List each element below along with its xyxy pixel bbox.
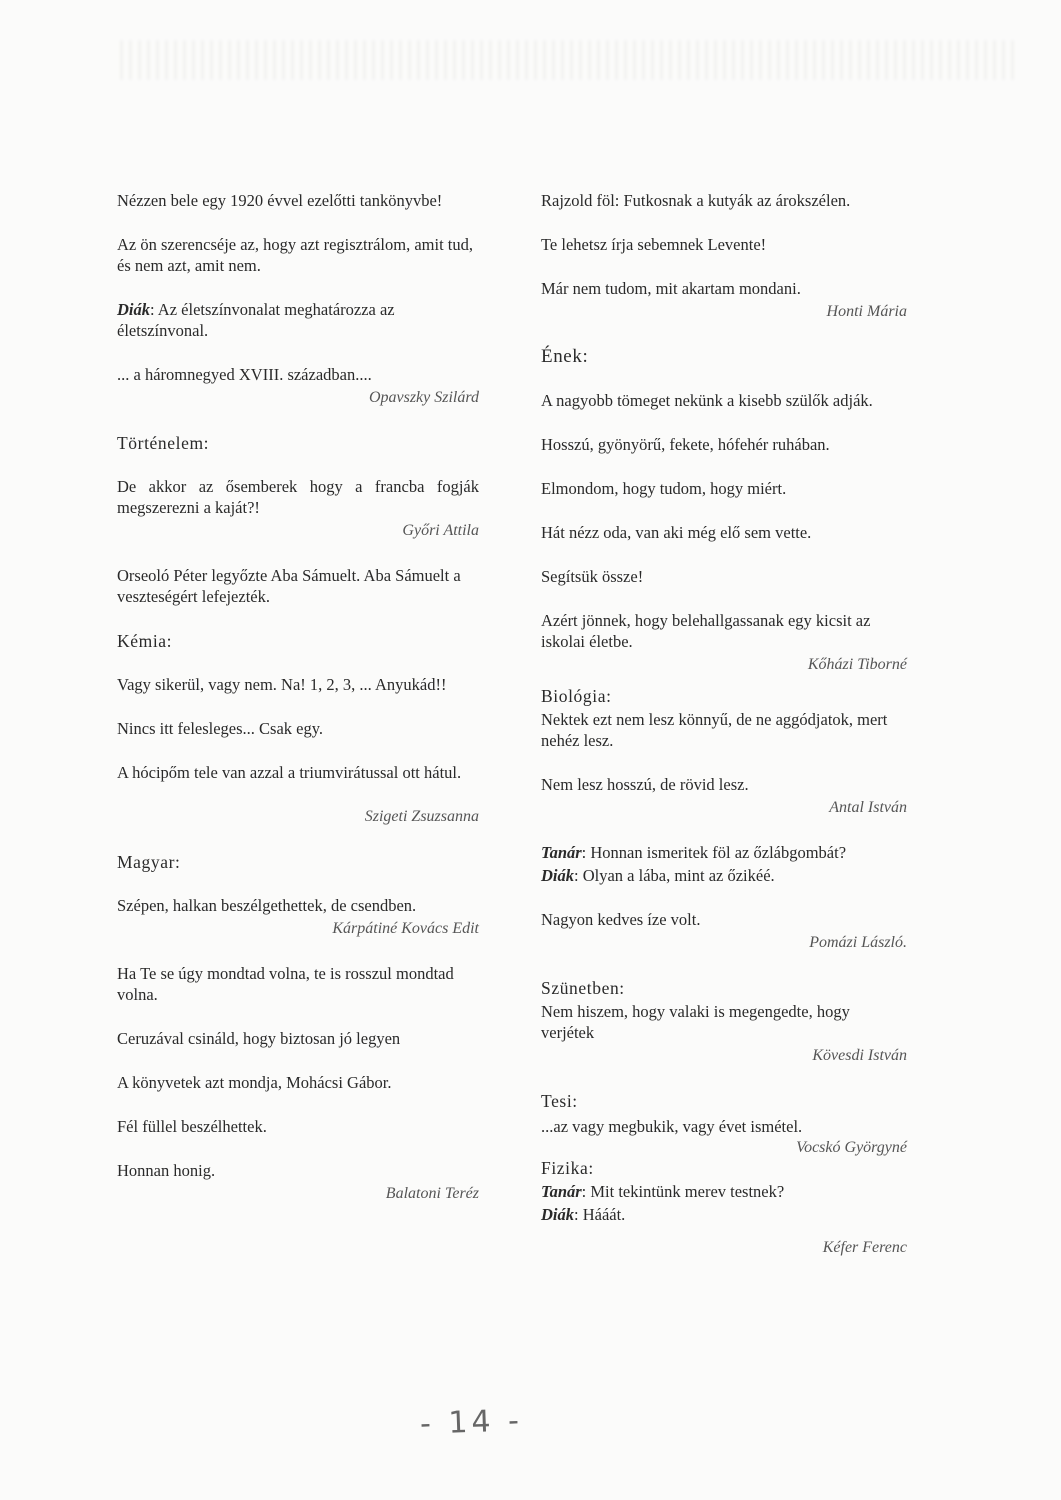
quote: Már nem tudom, mit akartam mondani. — [541, 279, 801, 298]
quote: ...az vagy megbukik, vagy évet ismétel. — [541, 1117, 803, 1136]
quote — [541, 1181, 907, 1202]
author: Honti Mária — [826, 303, 907, 320]
section-heading: Történelem: — [117, 433, 210, 453]
quote: ... a háromnegyed XVIII. században.... — [117, 365, 372, 384]
quote: Fél füllel beszélhettek. — [117, 1117, 267, 1136]
quote: A nagyobb tömeget nekünk a kisebb szülők adják. — [541, 391, 873, 410]
quote: Az ön szerencséje az, hogy azt regisztrálom, amit tud, és nem azt, amit nem. — [117, 235, 473, 275]
author: Kéfer Ferenc — [822, 1239, 907, 1256]
quote: Te lehetsz írja sebemnek Levente! — [541, 235, 767, 254]
quote-text: : Honnan ismeritek föl az őzlábgombát? — [581, 843, 847, 862]
quote: Hosszú, gyönyörű, fekete, hófehér ruhában. — [541, 435, 830, 454]
author: Kövesdi István — [812, 1047, 907, 1064]
quote — [541, 1204, 907, 1225]
quote-text: : Az életszínvonalat meghatározza az életszínvonal. — [117, 300, 395, 340]
quote: Nem lesz hosszú, de rövid lesz. — [541, 775, 749, 794]
quote: Orseoló Péter legyőzte Aba Sámuelt. Aba Sámuelt a veszteségért lefejezték. — [117, 566, 461, 606]
author: Opavszky Szilárd — [368, 389, 479, 406]
speaker-label: Tanár — [541, 1182, 582, 1201]
section-heading: Magyar: — [117, 852, 181, 872]
quote: Nem hiszem, hogy valaki is megengedte, hogy verjétek — [541, 1002, 850, 1042]
quote: Szépen, halkan beszélgethettek, de csendben. — [117, 896, 417, 915]
section-heading: Biológia: — [541, 686, 612, 706]
quote: A hócipőm tele van azzal a triumvirátussal ott hátul. — [117, 763, 462, 782]
speaker-label: Tanár — [541, 843, 582, 862]
quote: Nektek ezt nem lesz könnyű, de ne aggódjatok, mert nehéz lesz. — [541, 710, 888, 750]
quote: Ceruzával csináld, hogy biztosan jó legyen — [117, 1029, 401, 1048]
author: Balatoni Teréz — [385, 1185, 479, 1202]
quote: Honnan honig. — [117, 1161, 216, 1180]
quote: Elmondom, hogy tudom, hogy miért. — [541, 479, 787, 498]
quote: Ha Te se úgy mondtad volna, te is rosszul mondtad volna. — [117, 964, 454, 1004]
section-heading: Tesi: — [541, 1091, 578, 1111]
quote: Rajzold föl: Futkosnak a kutyák az árokszélen. — [541, 191, 851, 210]
quote: Vagy sikerül, vagy nem. Na! 1, 2, 3, ... Anyukád!! — [117, 675, 447, 694]
quote: Nézzen bele egy 1920 évvel ezelőtti tankönyvbe! — [117, 191, 443, 210]
author: Szigeti Zsuzsanna — [364, 808, 479, 825]
quote: Nincs itt felesleges... Csak egy. — [117, 719, 324, 738]
quote: A könyvetek azt mondja, Mohácsi Gábor. — [117, 1073, 392, 1092]
quote — [541, 842, 907, 863]
page-number: - 14 - — [419, 1403, 524, 1442]
quote: Hát nézz oda, van aki még elő sem vette. — [541, 523, 812, 542]
scan-noise — [120, 40, 1020, 80]
quote-text: : Hááát. — [574, 1205, 626, 1224]
author: Kárpátiné Kovács Edit — [332, 920, 479, 937]
quote: Segítsük össze! — [541, 567, 644, 586]
quote: Nagyon kedves íze volt. — [541, 910, 701, 929]
quote-text: : Olyan a lába, mint az őzikéé. — [574, 866, 775, 885]
quote: De akkor az ősemberek hogy a francba fogják megszerezni a kaját?! — [117, 477, 479, 517]
author: Vocskó Györgyné — [796, 1139, 907, 1156]
quote-text: : Mit tekintünk merev testnek? — [581, 1182, 785, 1201]
quote — [117, 299, 479, 341]
section-heading: Szünetben: — [541, 978, 625, 998]
section-heading: Fizika: — [541, 1158, 594, 1178]
section-heading: Kémia: — [117, 631, 173, 651]
speaker-label: Diák — [541, 866, 574, 885]
quote — [541, 865, 907, 886]
speaker-label: Diák — [117, 300, 150, 319]
author: Győri Attila — [402, 522, 479, 539]
speaker-label: Diák — [541, 1205, 574, 1224]
author: Antal István — [829, 799, 907, 816]
author: Kőházi Tiborné — [807, 656, 907, 673]
right-column — [541, 190, 907, 1258]
left-column — [117, 190, 479, 1204]
section-heading: Ének: — [541, 346, 589, 367]
author: Pomázi László. — [809, 934, 907, 951]
quote: Azért jönnek, hogy belehallgassanak egy kicsit az iskolai életbe. — [541, 611, 871, 651]
